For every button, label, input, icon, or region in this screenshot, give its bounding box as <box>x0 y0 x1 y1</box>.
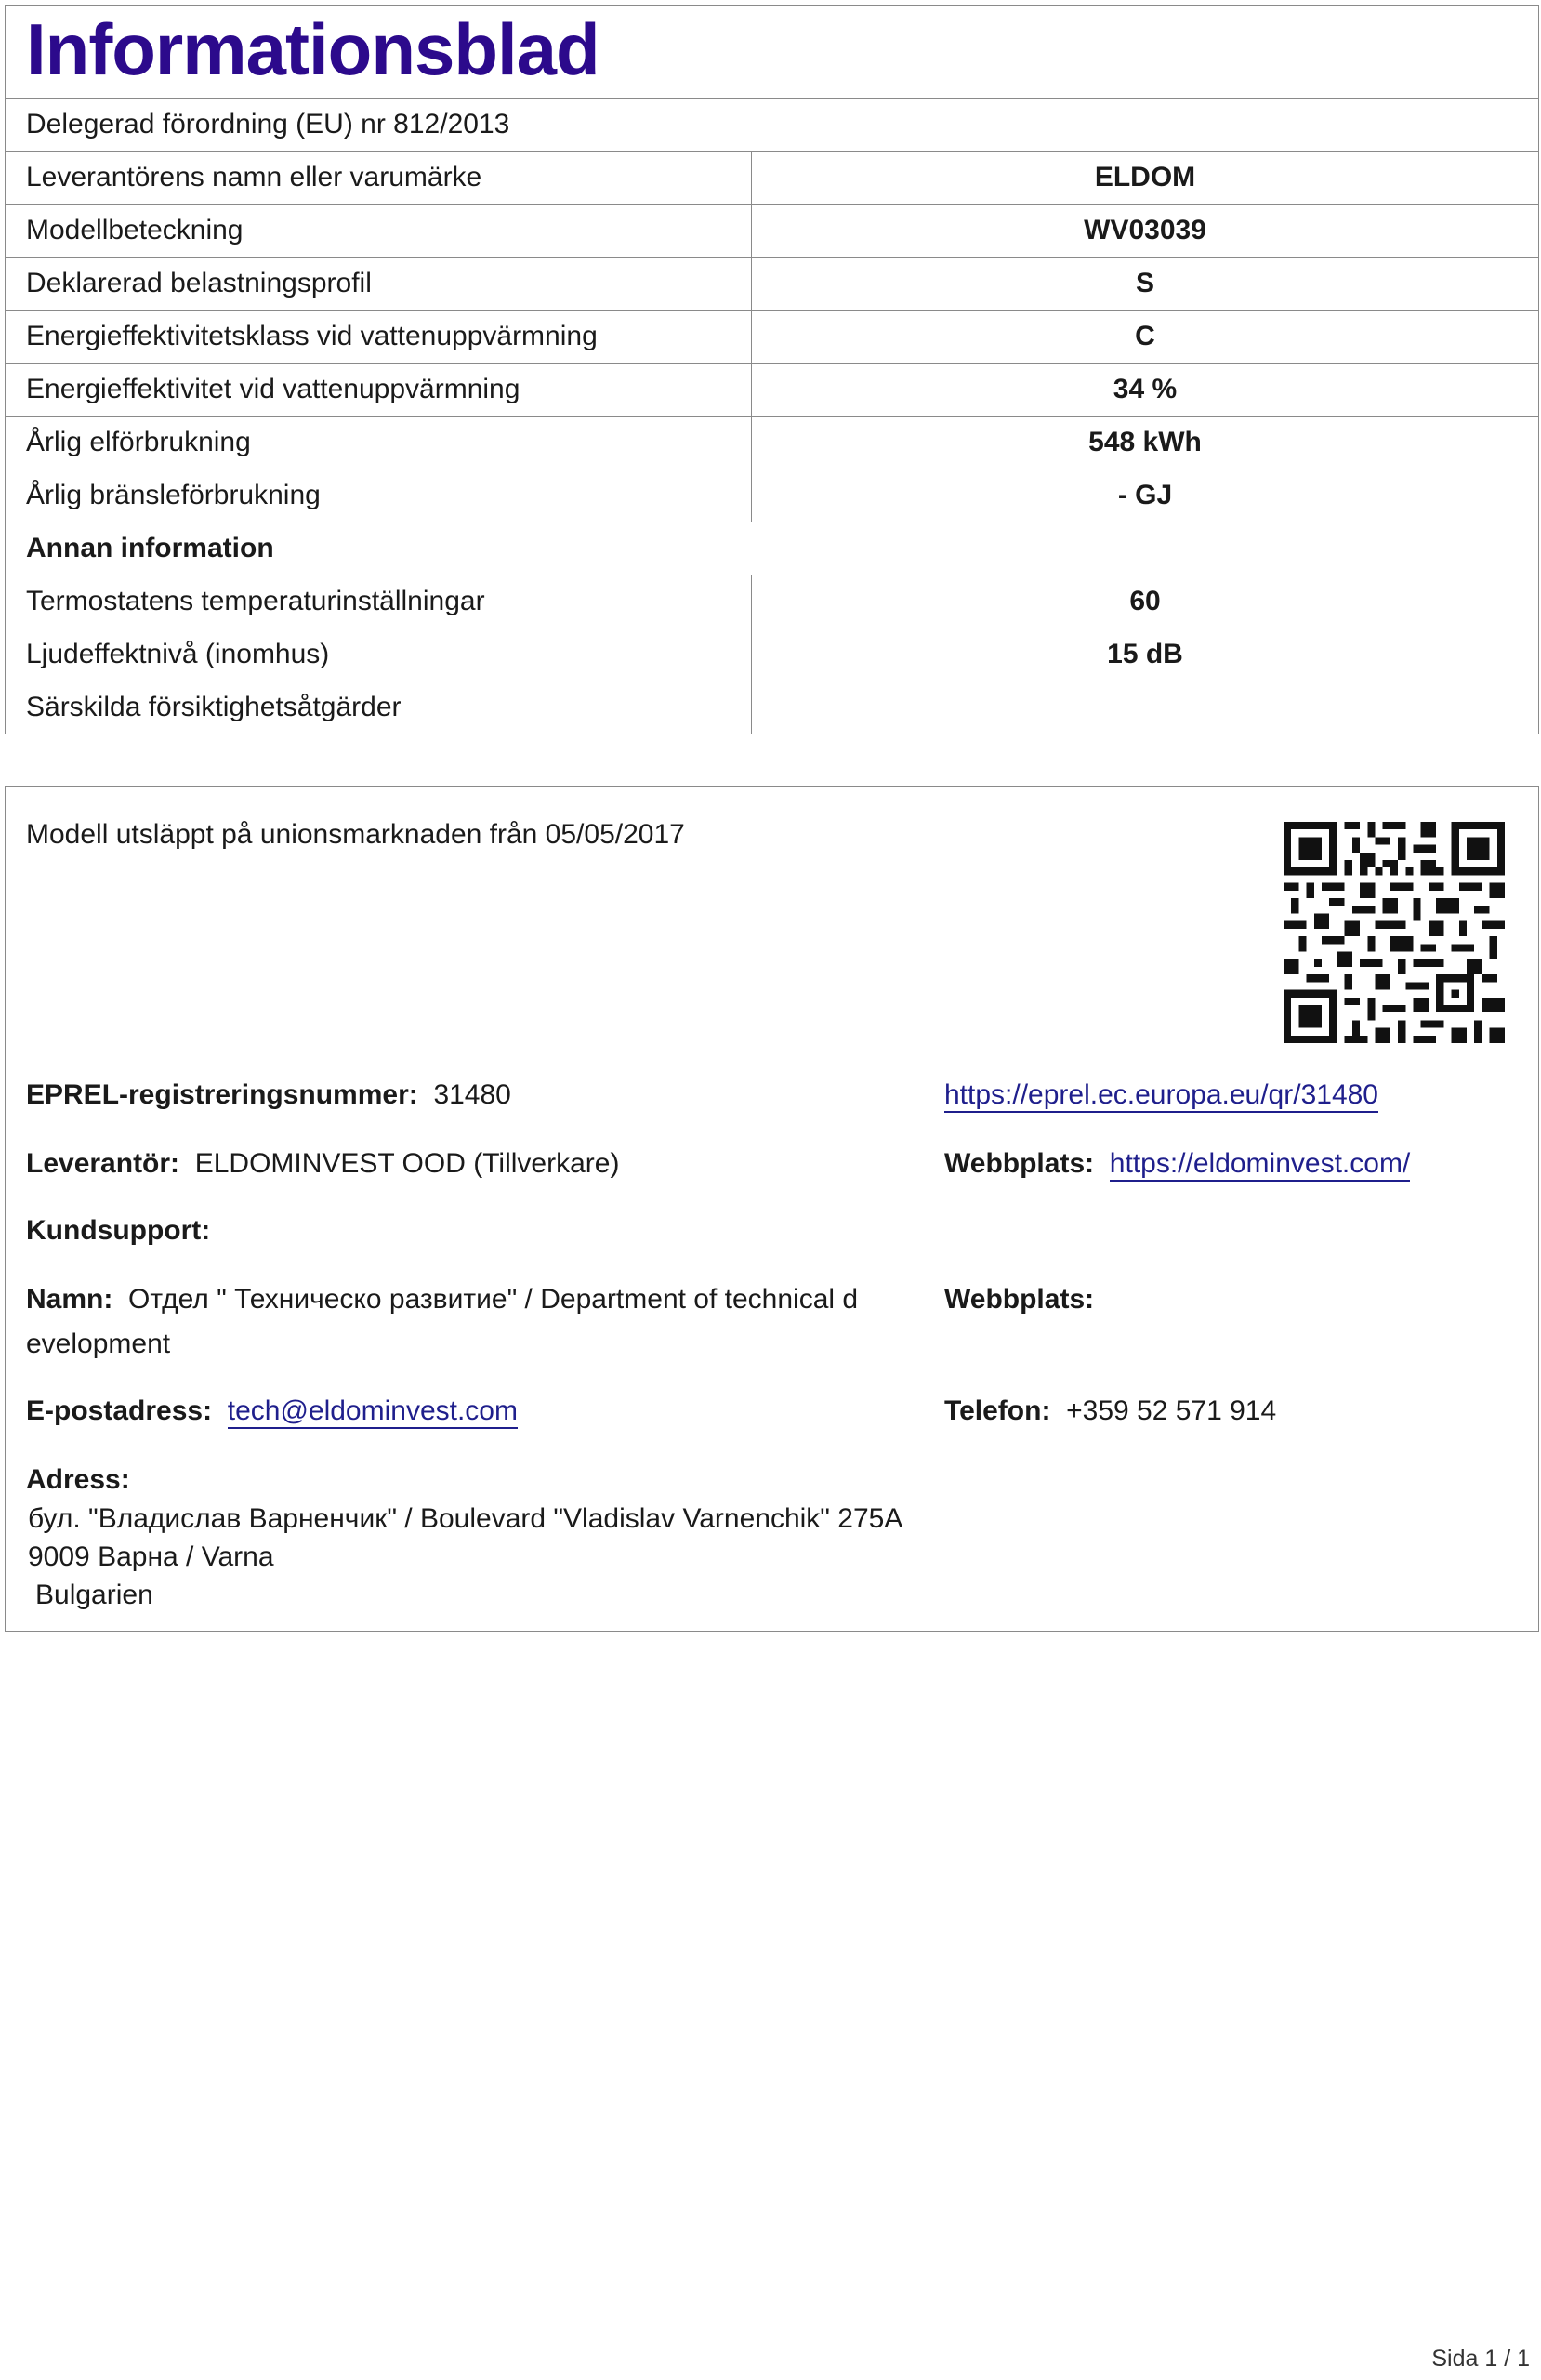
page-number: Sida 1 / 1 <box>1431 2346 1530 2372</box>
table-row <box>5 681 1539 734</box>
row-value: 15 dB <box>1107 639 1183 669</box>
other-info-heading-row <box>5 522 1539 575</box>
row-label: Årlig bränsleförbrukning <box>6 469 752 522</box>
website-link[interactable]: https://eldominvest.com/ <box>1110 1148 1410 1182</box>
name-value-line1: Отдел " Техническо развитие" / Department of technical d <box>128 1284 859 1315</box>
eprel-number: 31480 <box>433 1079 511 1110</box>
supplier-label: Leverantör: <box>26 1148 180 1179</box>
regulation-text: Delegerad förordning (EU) nr 812/2013 <box>26 109 510 139</box>
row-label: Årlig elförbrukning <box>6 416 752 469</box>
row-value: ELDOM <box>1094 162 1196 192</box>
row-value: S <box>1135 268 1154 298</box>
table-row <box>5 205 1539 258</box>
table-row <box>5 311 1539 364</box>
row-label: Deklarerad belastningsprofil <box>6 258 752 310</box>
support-website-row <box>944 1281 1094 1318</box>
page-title: Informationsblad <box>5 5 1539 98</box>
release-date-text: Modell utsläppt på unionsmarknaden från 05/05/2017 <box>26 819 685 850</box>
row-value: 548 kWh <box>1088 427 1202 457</box>
phone-label: Telefon: <box>944 1395 1051 1426</box>
row-value: 60 <box>1129 586 1161 616</box>
eprel-link-row <box>944 1077 1378 1114</box>
other-info-heading: Annan information <box>26 533 274 563</box>
row-label: Energieffektivitet vid vattenuppvärmning <box>6 364 752 416</box>
eprel-row <box>26 1077 511 1114</box>
table-row <box>5 469 1539 522</box>
info-sheet <box>5 5 1539 734</box>
address-line3: Bulgarien <box>35 1580 153 1610</box>
table-row <box>5 416 1539 469</box>
email-label: E-postadress: <box>26 1395 213 1426</box>
name-label: Namn: <box>26 1284 113 1315</box>
supplier-row <box>26 1145 619 1183</box>
table-row <box>5 575 1539 628</box>
row-value: 34 % <box>1113 374 1178 404</box>
table-row <box>5 152 1539 205</box>
supplier-website-row <box>944 1145 1410 1183</box>
email-row <box>26 1393 518 1430</box>
row-value: C <box>1135 321 1155 351</box>
row-value: - GJ <box>1117 480 1173 510</box>
row-label: Särskilda försiktighetsåtgärder <box>6 681 752 734</box>
eprel-label: EPREL-registreringsnummer: <box>26 1079 418 1110</box>
regulation-row <box>5 98 1539 152</box>
table-row <box>5 364 1539 416</box>
name-value-line2: evelopment <box>26 1329 171 1359</box>
support-heading-label: Kundsupport: <box>26 1215 211 1246</box>
supplier-name: ELDOMINVEST OOD (Tillverkare) <box>194 1148 620 1179</box>
address-heading <box>26 1461 130 1499</box>
email-link[interactable]: tech@eldominvest.com <box>228 1395 518 1429</box>
address-line1: бул. "Владислав Варненчик" / Boulevard "Vladislav Varnenchik" 275A <box>28 1503 903 1534</box>
model-info-panel <box>5 786 1539 1632</box>
phone-row <box>944 1393 1276 1430</box>
address-line2: 9009 Варна / Varna <box>28 1541 274 1572</box>
table-row <box>5 628 1539 681</box>
contact-name-row <box>26 1281 858 1318</box>
address-label: Adress: <box>26 1464 130 1495</box>
support-website-label: Webbplats: <box>944 1284 1095 1315</box>
row-label: Energieffektivitetsklass vid vattenuppvärmning <box>6 311 752 363</box>
row-label: Termostatens temperaturinställningar <box>6 575 752 628</box>
row-label: Ljudeffektnivå (inomhus) <box>6 628 752 681</box>
table-row <box>5 258 1539 311</box>
support-heading <box>26 1212 210 1250</box>
row-value <box>752 681 1538 734</box>
row-label: Leverantörens namn eller varumärke <box>6 152 752 204</box>
row-label: Modellbeteckning <box>6 205 752 257</box>
phone-value: +359 52 571 914 <box>1066 1395 1277 1426</box>
qr-code-icon[interactable] <box>1284 822 1505 1043</box>
row-value: WV03039 <box>1084 215 1206 245</box>
website-label: Webbplats: <box>944 1148 1095 1179</box>
eprel-link[interactable]: https://eprel.ec.europa.eu/qr/31480 <box>944 1079 1378 1113</box>
